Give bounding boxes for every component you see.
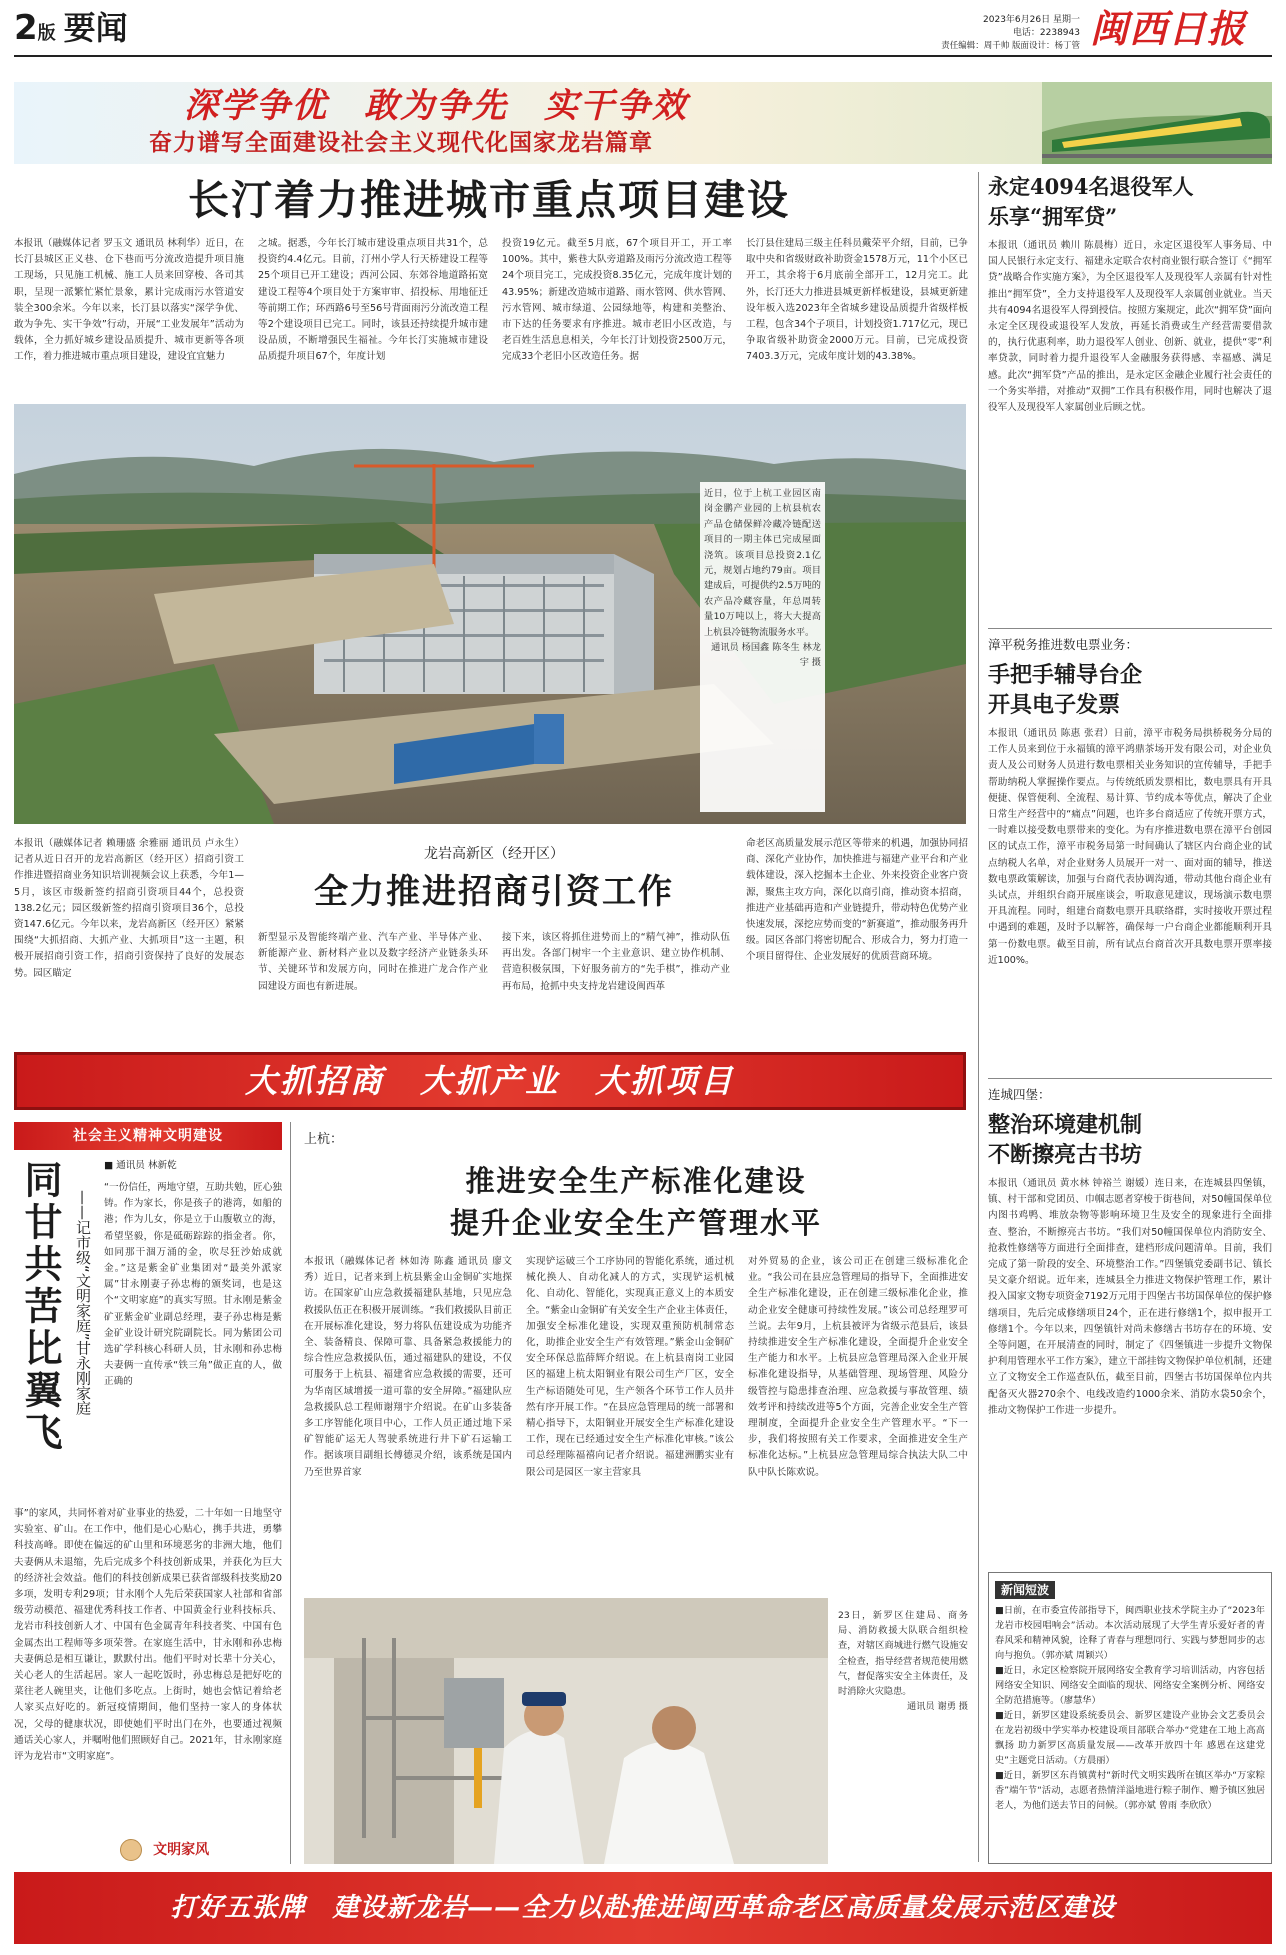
safety-headline [304,1160,968,1244]
issue-date: 2023年6月26日 [983,15,1051,25]
right1-body: 本报讯（通讯员 赖川 陈晨梅）近日，永定区退役军人事务局、中国人民银行永定支行、福建永定联合农村商业银行联合签订《“拥军贷”战略合作实施方案》，为全区退役军人及现役军人亲属有针对性推出“拥军贷”，全力支持退役军人及现役军人亲属创业就业。当天共有4094名退役军人得到授信。按照方案规定，此次“拥军贷”面向永定全区现役或退役军人发放，再延长消费或生产经营需要借款的，执行优惠利率，助力退役军人创业、创新、就业，提供“零”利率贷款，同时着力提升退役军人金融服务获得感、幸福感、满足感。此次“拥军贷”产品的推出，是永定区金融企业履行社会责任的一个务实举措，对推动“双拥”工作具有积极作用，同时也解决了退役军人及现役军人家属创业后顾之忧。 [988,240,1272,414]
right3-headline-line2: 不断擦亮古书坊 [988,1142,1143,1168]
news-brief-item: ■近日，新罗区东肖镇黄村“新时代文明实践所在镇区举办“万家粽香”端午节“活动，志愿者热情洋溢地进行粽子制作、赠予镇区独居老人，为他们送去节日的问候。（郭亦斌 曾雨 李欣欣） [995,1770,1265,1811]
masthead [0,0,1286,80]
civil-headline: 同甘共苦比翼飞 [18,1160,63,1454]
fire-inspection-photo-image [304,1598,828,1864]
construction-photo-caption: 近日，位于上杭工业园区南岗金鹏产业园的上杭县杭农产品仓储保鲜冷藏冷链配送项目的一期主体已完成屋面浇筑。该项目总投资2.1亿元，规划占地约79亩。项目建成后，可提供约2.5万吨的农产品冷藏容量，年总周转量10万吨以上，将大大提高上杭县冷链物流服务水平。 [704,488,821,638]
safety-col-1: 本报讯（融媒体记者 林如涛 陈鑫 通讯员 廖文秀）近日，记者来到上杭县紫金山金铜矿实地探访。在国家矿山应急救援福建队基地，只见应急救援队伍正在积极开展训练。“我们救援队目前正在开展标准化建设，努力将队伍建设成为功能齐全、装备精良、保障可靠、具备紧急救援能力的综合性应急救援队伍，通过福建队的建设，不仅可服务于上杭县、福建省应急救援的需要，还可为华南区域增援一道可靠的安全屏障。”福建队应急救援队总工程师谢翔宇介绍说。在矿山多装备多工序智能化项目中心，工作人员正通过地下采矿智能矿运无人驾驶系统进行井下矿石运输工作。据该项目副组长傅德灵介绍，该系统是国内乃至世界首家 [304,1256,512,1478]
page-number-digit: 2 [14,8,38,48]
invest-col-3: 接下来，该区将抓住进势而上的“精气神”，推动队伍再出发。各部门树牢一个主业意识、建立协作机制、营造积极氛围，下好服务前方的“先手棋”，推动产业再布局，抢抓中央支持龙岩建设闽西革 [502,932,730,992]
construction-photo-caption-box [700,482,825,812]
right3-headline-line1: 整治环境建机制 [988,1112,1143,1138]
right-column-divider [978,172,979,1862]
mid-banner-text: 大抓招商 大抓产业 大抓项目 [244,1062,735,1100]
page-number-label: 版 [37,23,56,44]
right-divider-2 [988,1078,1272,1079]
right2-headline-line1: 手把手辅导台企 [988,662,1143,688]
news-briefs-box [988,1572,1272,1864]
fire-photo-caption-block [838,1608,968,1862]
civil-column-label-text: 社会主义精神文明建设 [73,1128,223,1144]
section-title: 要闻 [63,9,128,47]
civil-lead-text: “一份信任，两地守望，互助共勉，匠心独铸。作为家长，你是孩子的港湾，如船的港；作为儿女，你是立于山腹敬立的海，希望坚毅，你是砥砺踪踪的指金者。你，如同那干涸万涌的金，吹尽狂沙始成就金。”这是紫金矿业集团对“最美外派家属”甘永刚妻子孙忠梅的颁奖词，也是这个“文明家庭”的真实写照。甘永刚是紫金矿亚紫金矿业副总经理，妻子孙忠梅是紫金矿业设计研究院副院长。同为紫团公司选矿学科核心科研人员，甘永刚和孙忠梅夫妻俩一直传承“铁三角”做正直的人，做正确的 [104,1182,282,1388]
civil-column-label [14,1122,282,1150]
right1-headline [988,172,1272,232]
invest-kicker: 龙岩高新区（经开区） [424,846,564,862]
lead-col-1: 本报讯（融媒体记者 罗玉文 通讯员 林利华）近日，在长汀县城区正义巷、仓下巷而丐分流改造提升项目施工现场，只见施工机械、施工人员来回穿梭、各司其职，呈现一派繁忙紧忙景象，累计完成雨污水管道安装全300余米。今年以来，长汀县以落实“深学争优、敢为争先、实干争效”行动，开展“工业发展年”活动为载体，全力抓好城乡建设品质提升、城市更新等各项工作，着力推进城市重点项目建设，建设宜宜魅力 [14,238,244,363]
page-number [14,8,128,54]
lead-headline: 长汀着力推进城市重点项目建设 [188,176,790,224]
issue-weekday: 星期一 [1052,15,1080,25]
invest-col-2: 新型显示及智能终端产业、汽车产业、半导体产业、新能源产业、新材料产业以及数字经济产业链条头环节、关键环节和发展方向，同时在推进广龙合作产业园建设方面也有新进展。 [258,932,488,992]
construction-photo-credit: 通讯员 杨国鑫 陈冬生 林龙宇 摄 [711,642,821,669]
right2-kicker: 漳平税务推进数电票业务： [988,637,1139,652]
news-brief-item: ■近日，新罗区建设系统委员会、新罗区建设产业协会文艺委员会在龙岩初级中学实举办校建设项目部联合举办“党建在工地上高高飘扬 助力新罗区高质量发展——改革开放四十年 感恩在这建党史”主题党日活动。（方晨丽） [995,1710,1265,1766]
banner-slogan-main: 深学争优 敢为争先 实干争效 [184,86,688,126]
right-divider-1 [988,628,1272,629]
safety-col-2: 实现铲运破三个工序协同的智能化系统，通过机械化换人、自动化减人的方式，实现铲运机械化、自动化、智能化，实现真正意义上的本质安全。“紫金山金铜矿有关安全生产企业主体责任，加强安全标准化建设，实现双重预防机制常态化，助推企业安全生产有效管理。”紫金山金铜矿安全环保总监薛辉介绍说。在上杭县南岗工业园区的福建上杭太阳铜业有限公司生产厂区，安全生产标语随处可见，生产领各个环节工作人员井然有序开展工作。“在县应急管理局的统一部署和精心指导下，太阳铜业开展安全生产标准化建设工作，现在已经通过安全生产标准化审核。”该公司总经理陈福禧向记者介绍说。福建洲鹏实业有限公司是园区一家主营家具 [526,1256,734,1478]
right2-body: 本报讯（通讯员 陈惠 张君）日前，漳平市税务局拱桥税务分局的工作人员来到位于永福镇的漳平鸿鼎茶场开发有限公司，对企业负责人及公司财务人员进行数电票相关业务知识的宣传辅导，手把手帮助纳税人掌握操作要点。与传统纸质发票相比，数电票具有开具便捷、保管便利、全流程、易计算、节约成本等优点，解决了企业日常生产经营中的“痛点”问题，也许多台商适应了传统开票方式，一时难以接受数电票带来的变化。为有序推进数电票在漳平台创园区的试点工作，漳平市税务局第一时间确认了辖区内台商企业的试点纳税人名单，对企业财务人员展开一对一、面对面的辅导，推送数电票政策解读，加强与台商代表协调沟通，带动其他台商企业有头试点，并组织台商开展座谈会，听取意见建议，现场演示数电票开具流程。同时，组建台商数电票开具联络群，实时接收开票过程中遇到的难题，及时予以解答，确保每一户台商企业都能顺利开具第一份数电票。截至目前，所有试点台商首次开具数电票开票率接近100%。 [988,728,1272,966]
right1-headline-line2: 乐享“拥军贷” [988,204,1118,229]
right1-headline-line1: 永定4094名退役军人 [988,174,1194,199]
lead-col-4: 长汀县住建局三级主任科员戴荣平介绍，目前，已争取中央和省级财政补助资金1578万元，11个小区已开工，其余将于6月底前全部开工，12月完工。此外，长汀还大力推进县城更新样板建设，县城更新建设年板入选2023年全省城乡建设品质提升省级样板工程，包含34个子项目，计划投资1.717亿元，现已争取省级补助资金2000万元。目前，已完成投资7403.3万元，完成年度计划的43.38%。 [746,238,968,363]
news-briefs-title: 新闻短波 [995,1581,1055,1599]
bottom-banner [14,1872,1272,1944]
news-brief-item: ■日前，在市委宣传部指导下，闽西职业技术学院主办了“2023年龙岩市校园唱响会”活动。本次活动展现了大学生青乐爱好者的青春风采和精神风貌，诠释了青春与理想同行、实践与梦想同步的志向与抱负。（郭亦斌 周颖兴） [995,1605,1265,1661]
fire-photo-credit: 通讯员 谢勇 摄 [907,1701,968,1713]
fire-photo-caption: 23日，新罗区住建局、商务局、消防救援大队联合组织检查，对辖区商城进行燃气设施安全检查，指导经营者规范使用燃气，督促落实安全主体责任，及时消除火灾隐患。 [838,1610,968,1698]
masthead-divider [14,55,1272,57]
lower-left-divider [290,1122,291,1864]
civil-badge-text: 文明家风 [153,1842,210,1858]
safety-headline-line2: 提升企业安全生产管理水平 [449,1206,822,1240]
news-brief-item: ■近日，永定区检察院开展网络安全教育学习培训活动，内容包括网络安全知识、网络安全面临的现状、网络安全案例分析、网络安全防范措施等。（廖慧华） [995,1665,1265,1706]
right3-kicker: 连城四堡： [988,1087,1051,1102]
top-banner [14,82,1272,164]
civil-badge [120,1838,280,1862]
safety-headline-line1: 推进安全生产标准化建设 [465,1164,807,1198]
lead-col-2: 之城。据悉，今年长汀城市建设重点项目共31个，总投资约4.4亿元。目前，汀州小学人行天桥建设工程等25个项目已开工建设；西河公园、东郊谷地道路拓宽建设工程等4个项目处于方案审审、招投标、用地征迁等前期工作；环西路6号至56号背面雨污分流改造工程等2个建设项目已完工。同时，该县还持续提升城市建设品质，不断增强民生福祉。今年长汀实施城市建设品质提升项目67个，年度计划 [258,238,488,363]
right3-headline [988,1110,1272,1170]
mid-banner [14,1052,966,1110]
fire-inspection-photo [304,1598,828,1864]
masthead-info [900,14,1080,53]
paper-logo: 闽西日报 [1090,6,1247,51]
civil-subhead: ——记市级“文明家庭”甘永刚家庭 [74,1190,92,1416]
right2-headline [988,660,1272,720]
invest-col-4: 命老区高质量发展示范区等带来的机遇，加强协同招商、深化产业协作，加快推进与福建产业平台和产业载体建设，深入挖掘本土企业、外来投资企业客户资源，聚焦主攻方向，深化以商引商，推动资本招商，推进产业基础再造和产业链提升，带动特色优势产业快速发展，深挖应势而变的“新赛道”，推动服务再升级。园区各部门将密切配合、形成合力，努力打造一个项目留得住、企业发展好的优质营商环境。 [746,838,968,963]
civil-byline: ■ 通讯员 林新乾 [104,1160,177,1171]
construction-photo [14,404,966,824]
bottom-banner-text: 打好五张牌 建设新龙岩——全力以赴推进闽西革命老区高质量发展示范区建设 [170,1893,1116,1923]
banner-slogan-sub: 奋力谱写全面建设社会主义现代化国家龙岩篇章 [149,129,653,156]
safety-kicker: 上杭： [304,1132,344,1147]
right3-body: 本报讯（通讯员 黄水林 钟裕兰 谢媛）连日来，在连城县四堡镇，镇、村干部和党团员、巾帼志愿者穿梭于街巷间，对50幢国保单位内图书鸡鸭、堆放杂物等影响环境卫生及安全的现象进行全面排查、整治，不断擦亮古书坊。“我们对50幢国保单位内消防安全、抢救性修缮等方面进行全面排查，建档形成问题清单。目前，我们完成了第一阶段的安全、环境整治工作。”四堡镇党委副书记、镇长吴文豪介绍说。近年来，连城县全力推进文物保护管理工作，累计投入国家文物专项资金7192万元用于四堡古书坊国保单位的保护修缮项目，先后完成修缮项目24个，正在进行修缮1个，拟申报开工修缮1个。今年以来，四堡镇针对尚未修缮古书坊存在的环境、安全等问题，在开展清查的同时，制定了《四堡镇进一步提升文物保护利用管理水平工作方案》，建立干部挂钩文物保护单位机制，还建立了文物安全工作巡查队伍，截至目前，四堡古书坊国保单位内共配备灭火器270余个、电线改造约1000余米、消防水袋50余个，推动文物保护工作进一步提升。 [988,1178,1272,1416]
invest-headline: 全力推进招商引资工作 [314,872,674,912]
right2-headline-line2: 开具电子发票 [988,692,1121,718]
issue-phone: 电话：2238943 [1012,28,1080,38]
civil-body: 事”的家风，共同怀着对矿业事业的热爱，二十年如一日地坚守实验室、矿山。在工作中，他们是心心贴心，携手共进，勇攀科技高峰。即使在偏远的矿山里和环境恶劣的非洲大地，他们夫妻俩从未退缩，先后完成多个科技创新成果，并获化为巨大的经济社会效益。他们的科技创新成果已获省部级科技奖励20多项，发明专利29项；甘永刚个人先后荣获国家人社部和省部级劳动模范、福建优秀科技工作者、中国黄金行业科技标兵、龙岩市科技创新人才、中国有色金属青年科技者奖、中国有色金属杰出工程师等多项荣誉。在家庭生活中，甘永刚和孙忠梅夫妻俩总是相互谦让，默默付出。他们平时对长辈十分关心，关心老人的生活起居。家人一起吃饭时，孙忠梅总是把好吃的菜往老人碗里夹，让他们多吃点。上街时，她也会惦记着给老人家买点好吃的。新冠疫情期间，他们坚持一家人的身体状况，父母的健康状况，即使她们平时出门在外，也要通过视频通话关心家人，并嘱咐他们照顾好自己。2021年，甘永刚家庭评为龙岩市“文明家庭”。 [14,1508,282,1763]
lead-col-3: 投资19亿元。截至5月底，67个项目开工，开工率100%。其中，紫巷大队旁道路及雨污分流改造工程等24个项目完工，完成投资8.35亿元，完成年度计划的43.95%；新建改造城市道路、雨水管网、供水管网、污水管网、城市绿道、公园绿地等，构建和美整治、市下达的任务要求有序推进。城市老旧小区改造，与老百姓生活息息相关，今年长汀计划投资2500万元，完成33个老旧小区改造任务。据 [502,238,732,363]
family-icon [120,1839,142,1861]
issue-editors: 责任编辑：周千帅 版面设计：杨丁管 [941,41,1080,51]
invest-col-1: 本报讯（融媒体记者 赖珊盛 余雅丽 通讯员 卢永生）记者从近日召开的龙岩高新区（经开区）招商引资工作推进暨招商业务知识培训视频会议上获悉，今年1—5月，该区市级新签约招商引资项目44个，总投资138.2亿元；园区级新签约招商引资项目36个，总投资147.6亿元。今年以来，龙岩高新区（经开区）紧紧围绕“大抓招商、大抓产业、大抓项目”这一主题，积极开展招商引资工作，招商引资保持了良好的发展态势。园区瞄定 [14,838,244,979]
train-illustration [1042,82,1272,164]
safety-col-3: 对外贸易的企业，该公司正在创建三级标准化企业。“我公司在县应急管理局的指导下，全面推进安全生产标准化建设，正在创建三级标准化企业，推动企业安全健康可持续性发展。”该公司总经理罗可兰说。去年9月，上杭县被评为省级示范县后，该县持续推进安全生产标准化建设，全面提升企业安全生产能力和水平。上杭县应急管理局深入企业开展标准化建设指导，从基础管理、现场管理、风险分级管控与隐患排查治理、应急救援与事故管理、绩效考评和持续改进等5个方面，完善企业安全生产管理制度，全面提升企业安全生产管理水平。“下一步，我们将按照有关工作要求，全面推进安全生产标准化达标。”上杭县应急管理局综合执法大队二中队中队长陈欢说。 [748,1256,968,1478]
